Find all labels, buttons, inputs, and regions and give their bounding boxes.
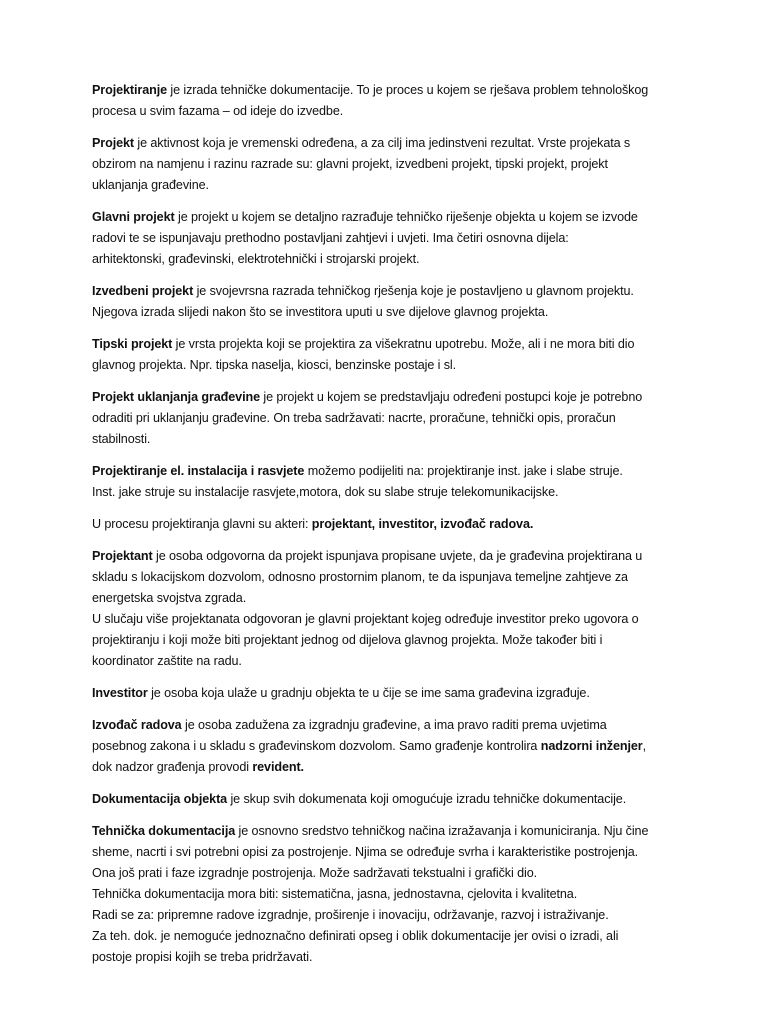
- text-line: [92, 133, 692, 154]
- paragraph: [92, 207, 692, 270]
- bold-term: Investitor: [92, 686, 148, 700]
- text-run: je osoba zadužena za izgradnju građevine, a ima pravo raditi prema uvjetima: [181, 718, 607, 732]
- text-line: [92, 302, 692, 323]
- bold-term: Projektiranje el. instalacija i rasvjete: [92, 464, 305, 478]
- text-run: odraditi pri uklanjanju građevine. On treba sadržavati: nacrte, proračune, tehnički opis, proračun: [92, 411, 616, 425]
- bold-term: Izvođač radova: [92, 718, 182, 732]
- text-run: radovi te se ispunjavaju prethodno postavljani zahtjevi i uvjeti. Ima četiri osnovna dijela:: [92, 231, 569, 245]
- text-run: U slučaju više projektanata odgovoran je glavni projektant kojeg određuje investitor preko ugovora o: [92, 612, 639, 626]
- text-run: projektiranju i koji može biti projektant jednog od dijelova glavnog projekta. Može također biti i: [92, 633, 603, 647]
- text-line: [92, 408, 692, 429]
- text-run: je projekt u kojem se predstavljaju određeni postupci koje je potrebno: [259, 390, 643, 404]
- paragraph: [92, 789, 692, 810]
- paragraph: [92, 281, 692, 323]
- text-line: [92, 80, 692, 101]
- text-line: [92, 905, 692, 926]
- text-line: [92, 715, 692, 736]
- text-line: [92, 482, 692, 503]
- text-line: [92, 514, 692, 535]
- text-line: [92, 609, 692, 630]
- text-line: [92, 175, 692, 196]
- document-body: [92, 80, 692, 979]
- bold-term: revident.: [252, 760, 304, 774]
- text-run: Inst. jake struje su instalacije rasvjete,motora, dok su slabe struje telekomunikacijske.: [92, 485, 559, 499]
- text-run: arhitektonski, građevinski, elektrotehnički i strojarski projekt.: [92, 252, 420, 266]
- bold-term: Projekt uklanjanja građevine: [92, 390, 260, 404]
- text-run: posebnog zakona i u skladu s građevinskom dozvolom. Samo građenje kontrolira: [92, 739, 541, 753]
- text-line: [92, 683, 692, 704]
- text-line: [92, 461, 692, 482]
- bold-term: Izvedbeni projekt: [92, 284, 194, 298]
- text-run: je osoba odgovorna da projekt ispunjava propisane uvjete, da je građevina projektirana u: [152, 549, 643, 563]
- text-run: je skup svih dokumenata koji omogućuje izradu tehničke dokumentacije.: [227, 792, 627, 806]
- text-line: [92, 926, 692, 947]
- text-run: je vrsta projekta koji se projektira za višekratnu upotrebu. Može, ali i ne mora biti dio: [172, 337, 635, 351]
- text-line: [92, 757, 692, 778]
- text-line: [92, 334, 692, 355]
- bold-term: Tipski projekt: [92, 337, 173, 351]
- text-line: [92, 736, 692, 757]
- text-run: je osoba koja ulaže u gradnju objekta te u čije se ime sama građevina izgrađuje.: [147, 686, 590, 700]
- bold-term: nadzorni inženjer: [540, 739, 643, 753]
- text-line: [92, 154, 692, 175]
- text-line: [92, 588, 692, 609]
- text-run: skladu s lokacijskom dozvolom, odnosno prostornim planom, te da ispunjava temeljne zahtjeve za: [92, 570, 628, 584]
- text-line: [92, 101, 692, 122]
- text-run: je izrada tehničke dokumentacije. To je proces u kojem se rješava problem tehnološkog: [167, 83, 649, 97]
- paragraph: [92, 546, 692, 672]
- text-run: Za teh. dok. je nemoguće jednoznačno definirati opseg i oblik dokumentacije jer ovisi o izradi, ali: [92, 929, 619, 943]
- text-run: stabilnosti.: [92, 432, 151, 446]
- paragraph: [92, 334, 692, 376]
- paragraph: [92, 821, 692, 968]
- text-run: je aktivnost koja je vremenski određena, a za cilj ima jedinstveni rezultat. Vrste projekata s: [134, 136, 631, 150]
- text-line: [92, 884, 692, 905]
- text-run: dok nadzor građenja provodi: [92, 760, 253, 774]
- bold-term: Tehnička dokumentacija: [92, 824, 236, 838]
- paragraph: [92, 387, 692, 450]
- text-run: Njegova izrada slijedi nakon što se investitora uputi u sve dijelove glavnog projekta.: [92, 305, 549, 319]
- text-run: je osnovno sredstvo tehničkog načina izražavanja i komuniciranja. Nju čine: [235, 824, 649, 838]
- text-run: možemo podijeliti na: projektiranje inst. jake i slabe struje.: [304, 464, 623, 478]
- text-line: [92, 281, 692, 302]
- text-run: energetska svojstva zgrada.: [92, 591, 247, 605]
- text-line: [92, 207, 692, 228]
- text-run: postoje propisi kojih se treba pridržavati.: [92, 950, 313, 964]
- text-run: obzirom na namjenu i razinu razrade su: glavni projekt, izvedbeni projekt, tipski projekt, projekt: [92, 157, 608, 171]
- text-line: [92, 567, 692, 588]
- paragraph: [92, 80, 692, 122]
- text-line: [92, 789, 692, 810]
- paragraph: [92, 461, 692, 503]
- text-line: [92, 228, 692, 249]
- bold-term: projektant, investitor, izvođač radova.: [311, 517, 534, 531]
- text-line: [92, 863, 692, 884]
- text-run: sheme, nacrti i svi potrebni opisi za postrojenje. Njima se određuje svrha i karakteristike postrojenja.: [92, 845, 639, 859]
- text-run: je projekt u kojem se detaljno razrađuje tehničko riješenje objekta u kojem se izvode: [174, 210, 638, 224]
- paragraph: [92, 133, 692, 196]
- paragraph: [92, 514, 692, 535]
- text-run: ,: [642, 739, 647, 753]
- text-line: [92, 249, 692, 270]
- text-line: [92, 429, 692, 450]
- text-run: U procesu projektiranja glavni su akteri:: [92, 517, 312, 531]
- text-run: Tehnička dokumentacija mora biti: sistematična, jasna, jednostavna, cjelovita i kvalitetna.: [92, 887, 578, 901]
- bold-term: Dokumentacija objekta: [92, 792, 228, 806]
- bold-term: Projektiranje: [92, 83, 167, 97]
- text-run: koordinator zaštite na radu.: [92, 654, 242, 668]
- text-line: [92, 630, 692, 651]
- text-line: [92, 355, 692, 376]
- bold-term: Glavni projekt: [92, 210, 175, 224]
- text-run: glavnog projekta. Npr. tipska naselja, kiosci, benzinske postaje i sl.: [92, 358, 457, 372]
- text-run: uklanjanja građevine.: [92, 178, 209, 192]
- text-line: [92, 546, 692, 567]
- text-line: [92, 387, 692, 408]
- text-line: [92, 651, 692, 672]
- bold-term: Projektant: [92, 549, 153, 563]
- paragraph: [92, 683, 692, 704]
- text-run: procesa u svim fazama – od ideje do izvedbe.: [92, 104, 344, 118]
- bold-term: Projekt: [92, 136, 134, 150]
- text-line: [92, 821, 692, 842]
- text-run: Radi se za: pripremne radove izgradnje, proširenje i inovaciju, održavanje, razvoj i istraživanje.: [92, 908, 609, 922]
- text-run: je svojevrsna razrada tehničkog rješenja koje je postavljeno u glavnom projektu.: [193, 284, 634, 298]
- paragraph: [92, 715, 692, 778]
- text-line: [92, 947, 692, 968]
- text-run: Ona još prati i faze izgradnje postrojenja. Može sadržavati tekstualni i grafički dio.: [92, 866, 537, 880]
- text-line: [92, 842, 692, 863]
